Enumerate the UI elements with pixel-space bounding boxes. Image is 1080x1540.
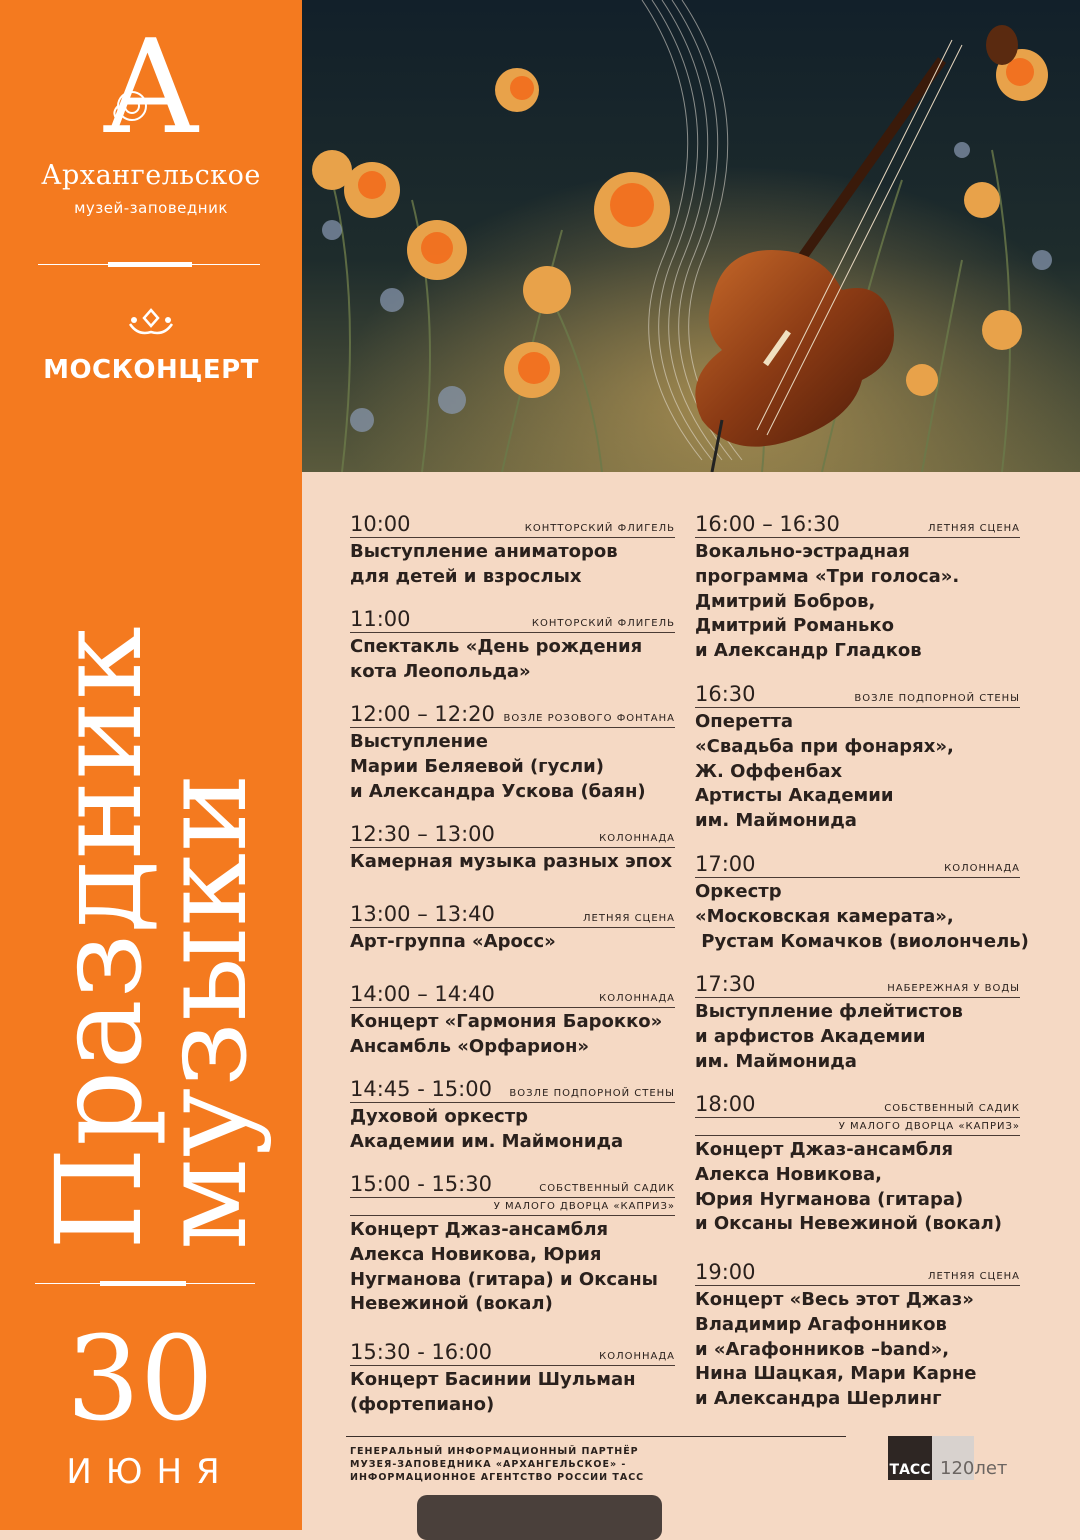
museum-logo-ornament-icon: [108, 82, 156, 130]
event-title: Концерт «Гармония Барокко» Ансамбль «Орфарион»: [350, 1011, 663, 1057]
event-time: 18:00: [695, 1092, 756, 1116]
event-title: Концерт Джаз-ансамбля Алекса Новикова, Юрия Нугманова (гитара) и Оксаны Невежиной (вокал): [350, 1219, 658, 1315]
event-time: 19:00: [695, 1260, 756, 1284]
violin-flowers-illustration: [302, 0, 1080, 472]
event-time: 15:30 - 16:00: [350, 1340, 492, 1364]
event-place: КОНТТОРСКИЙ ФЛИГЕЛЬ: [524, 523, 675, 534]
event-place: ЛЕТНЯЯ СЦЕНА: [928, 523, 1020, 534]
event-place: ЛЕТНЯЯ СЦЕНА: [928, 1271, 1020, 1282]
event-place: КОЛОННАДА: [599, 993, 675, 1004]
schedule-event: [695, 1092, 1020, 1237]
bottom-tab-overlay: [417, 1495, 662, 1540]
event-time: 12:00 – 12:20: [350, 702, 495, 726]
event-title: Оркестр «Московская камерата», Рустам Комачков (виолончель): [695, 881, 1029, 952]
event-place-detail: У МАЛОГО ДВОРЦА «КАПРИЗ»: [350, 1198, 675, 1216]
schedule-event: [695, 1260, 1020, 1412]
schedule-event: [695, 972, 1020, 1074]
schedule-event: [695, 682, 1020, 834]
event-place: НАБЕРЕЖНАЯ У ВОДЫ: [887, 983, 1020, 994]
event-time: 10:00: [350, 512, 411, 536]
schedule-event: [350, 822, 675, 875]
schedule-event: [350, 982, 675, 1060]
event-title: Спектакль «День рождения кота Леопольда»: [350, 636, 643, 682]
event-title: Камерная музыка разных эпох: [350, 851, 673, 872]
event-title: Концерт Джаз-ансамбля Алекса Новикова, Юрия Нугманова (гитара) и Оксаны Невежиной (вокал): [695, 1139, 1003, 1235]
event-title: Оперетта «Свадьба при фонарях», Ж. Оффенбах Артисты Академии им. Маймонида: [695, 711, 954, 832]
schedule-event: [350, 1077, 675, 1155]
mosconcert-logo-icon: [126, 306, 176, 340]
schedule-event: [695, 852, 1029, 954]
event-date-month: ИЮНЯ: [66, 1452, 234, 1492]
festival-title-line-2: музыки: [135, 772, 273, 1250]
footer-divider: [346, 1436, 846, 1437]
event-title: Вокально-эстрадная программа «Три голоса». Дмитрий Бобров, Дмитрий Романько и Александр Гладков: [695, 541, 960, 662]
sidebar: [0, 0, 302, 1530]
event-place: КОЛОННАДА: [944, 863, 1020, 874]
event-place-detail: У МАЛОГО ДВОРЦА «КАПРИЗ»: [695, 1118, 1020, 1136]
event-place: КОНТОРСКИЙ ФЛИГЕЛЬ: [531, 618, 675, 629]
event-place: ВОЗЛЕ РОЗОВОГО ФОНТАНА: [503, 713, 675, 724]
event-title: Выступление Марии Беляевой (гусли) и Александра Ускова (баян): [350, 731, 646, 802]
event-title: Концерт Басинии Шульман (фортепиано): [350, 1369, 636, 1415]
event-time: 17:30: [695, 972, 756, 996]
schedule-event: [695, 512, 1020, 664]
event-time: 14:00 – 14:40: [350, 982, 495, 1006]
schedule-event: [350, 1172, 675, 1317]
event-place: ЛЕТНЯЯ СЦЕНА: [583, 913, 675, 924]
schedule-event: [350, 902, 675, 955]
event-time: 16:00 – 16:30: [695, 512, 840, 536]
partner-mosconcert: МОСКОНЦЕРТ: [43, 355, 259, 385]
schedule-event: [350, 607, 675, 685]
museum-logo-letter: А: [101, 11, 201, 163]
event-title: Арт-группа «Аросс»: [350, 931, 556, 952]
event-date-day: 30: [66, 1312, 214, 1447]
event-title: Выступление аниматоров для детей и взрослых: [350, 541, 618, 587]
event-place: СОБСТВЕННЫЙ САДИК: [539, 1183, 675, 1194]
schedule-event: [350, 1340, 675, 1418]
divider-top-bar: [108, 262, 192, 267]
event-place: СОБСТВЕННЫЙ САДИК: [884, 1103, 1020, 1114]
tass-logo: ТАСС: [888, 1436, 932, 1480]
event-title: Выступление флейтистов и арфистов Академии им. Маймонида: [695, 1001, 963, 1072]
divider-bottom-bar: [100, 1281, 186, 1286]
event-time: 11:00: [350, 607, 411, 631]
event-place: ВОЗЛЕ ПОДПОРНОЙ СТЕНЫ: [854, 693, 1020, 704]
event-time: 14:45 - 15:00: [350, 1077, 492, 1101]
hero-image: [302, 0, 1080, 472]
event-time: 15:00 - 15:30: [350, 1172, 492, 1196]
schedule-event: [350, 702, 675, 804]
brand-subtitle: музей-заповедник: [74, 199, 228, 217]
event-title: Концерт «Весь этот Джаз» Владимир Агафонников и «Агафонников –band», Нина Шацкая, Мари Карне и Александра Шерлинг: [695, 1289, 977, 1410]
footer-partner-text: ГЕНЕРАЛЬНЫЙ ИНФОРМАЦИОННЫЙ ПАРТНЁР МУЗЕЯ-ЗАПОВЕДНИКА «АРХАНГЕЛЬСКОЕ» - ИНФОРМАЦИОННОЕ АГЕНТСТВО РОССИИ ТАСС: [350, 1446, 645, 1483]
event-time: 16:30: [695, 682, 756, 706]
event-time: 12:30 – 13:00: [350, 822, 495, 846]
event-place: КОЛОННАДА: [599, 833, 675, 844]
event-time: 13:00 – 13:40: [350, 902, 495, 926]
event-place: КОЛОННАДА: [599, 1351, 675, 1362]
event-time: 17:00: [695, 852, 756, 876]
event-title: Духовой оркестр Академии им. Маймонида: [350, 1106, 624, 1152]
schedule-event: [350, 512, 675, 590]
festival-title-line-1: Праздник: [30, 625, 168, 1250]
event-place: ВОЗЛЕ ПОДПОРНОЙ СТЕНЫ: [509, 1088, 675, 1099]
tass-anniversary: 120лет: [940, 1458, 1008, 1479]
brand-name: Архангельское: [41, 160, 261, 191]
